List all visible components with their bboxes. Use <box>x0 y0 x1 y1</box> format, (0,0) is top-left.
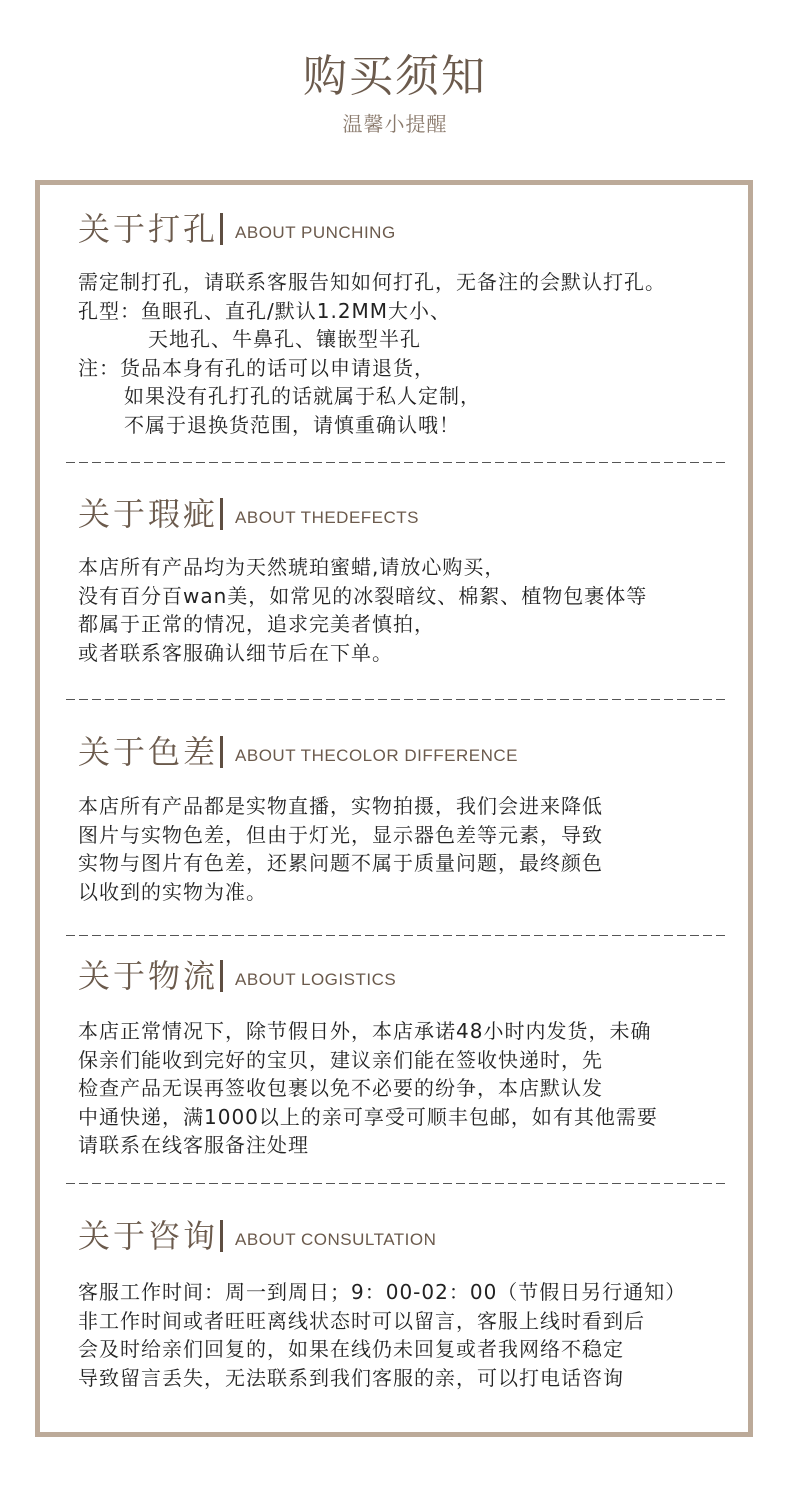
section-title-en: ABOUT PUNCHING <box>235 223 396 242</box>
section-title-en: ABOUT THEDEFECTS <box>235 508 420 527</box>
body-line: 实物与图片有色差，还累问题不属于质量问题，最终颜色 <box>78 851 603 875</box>
section-title-zh: 关于打孔 <box>78 210 219 248</box>
body-line: 或者联系客服确认细节后在下单。 <box>78 640 393 665</box>
body-line: 都属于正常的情况，追求完美者慎拍， <box>78 612 435 636</box>
body-line: 以收到的实物为准。 <box>78 879 267 904</box>
section-logistics <box>78 952 728 1160</box>
section-body <box>78 268 728 439</box>
page-title: 购买须知 <box>303 51 487 102</box>
section-title-en: ABOUT LOGISTICS <box>235 970 397 989</box>
section-title-zh: 关于瑕疵 <box>78 495 219 533</box>
body-line: 图片与实物色差，但由于灯光，显示器色差等元素，导致 <box>78 822 603 847</box>
title-bar-divider <box>220 960 223 992</box>
body-line: 导致留言丢失，无法联系到我们客服的亲，可以打电话咨询 <box>78 1365 624 1390</box>
body-line: 客服工作时间：周一到周日；9：00-02：00（节假日另行通知） <box>78 1280 687 1304</box>
section-divider <box>66 935 728 936</box>
body-line: 本店所有产品都是实物直播，实物拍摄，我们会进来降低 <box>78 794 603 818</box>
section-divider <box>66 462 728 463</box>
body-line: 检查产品无误再签收包裹以免不必要的纷争，本店默认发 <box>78 1076 603 1100</box>
section-title <box>78 205 728 249</box>
body-line: 保亲们能收到完好的宝贝，建议亲们能在签收快递时，先 <box>78 1047 603 1072</box>
body-line: 如果没有孔打孔的话就属于私人定制， <box>124 384 481 408</box>
body-line: 本店所有产品均为天然琥珀蜜蜡,请放心购买， <box>78 555 506 579</box>
title-bar-divider <box>220 213 223 245</box>
body-line: 本店正常情况下，除节假日外，本店承诺48小时内发货，未确 <box>78 1019 652 1043</box>
body-line: 请联系在线客服备注处理 <box>78 1133 309 1157</box>
section-divider <box>66 699 728 700</box>
body-line: 没有百分百wan美，如常见的冰裂暗纹、棉絮、植物包裹体等 <box>78 583 648 608</box>
body-line: 非工作时间或者旺旺离线状态时可以留言，客服上线时看到后 <box>78 1308 645 1333</box>
section-punching <box>78 205 728 439</box>
section-divider <box>66 1183 728 1184</box>
section-title <box>78 490 728 534</box>
section-body <box>78 792 728 906</box>
body-line: 孔型：鱼眼孔、直孔/默认1.2MM大小、 <box>78 298 452 323</box>
body-line: 天地孔、牛鼻孔、镶嵌型半孔 <box>148 327 421 351</box>
section-body <box>78 1278 728 1392</box>
title-bar-divider <box>220 498 223 530</box>
section-title <box>78 728 728 772</box>
section-body <box>78 1017 728 1160</box>
section-title-zh: 关于物流 <box>78 957 219 995</box>
section-body <box>78 553 728 667</box>
title-bar-divider <box>220 1220 223 1252</box>
body-line: 会及时给亲们回复的，如果在线仍未回复或者我网络不稳定 <box>78 1337 624 1361</box>
section-defects <box>78 490 728 667</box>
section-title <box>78 1212 728 1256</box>
section-color-difference <box>78 728 728 906</box>
section-title-en: ABOUT THECOLOR DIFFERENCE <box>235 746 518 765</box>
section-title-en: ABOUT CONSULTATION <box>235 1230 437 1249</box>
body-line: 注：货品本身有孔的话可以申请退货， <box>78 355 435 380</box>
section-title-zh: 关于色差 <box>78 733 219 771</box>
body-line: 中通快递，满1000以上的亲可享受可顺丰包邮，如有其他需要 <box>78 1104 658 1129</box>
body-line: 需定制打孔，请联系客服告知如何打孔，无备注的会默认打孔。 <box>78 270 666 294</box>
body-line: 不属于退换货范围，请慎重确认哦！ <box>124 412 460 437</box>
section-title <box>78 952 728 996</box>
title-bar-divider <box>220 736 223 768</box>
section-title-zh: 关于咨询 <box>78 1217 219 1255</box>
page-subtitle: 温馨小提醒 <box>342 112 448 136</box>
section-consultation <box>78 1212 728 1392</box>
